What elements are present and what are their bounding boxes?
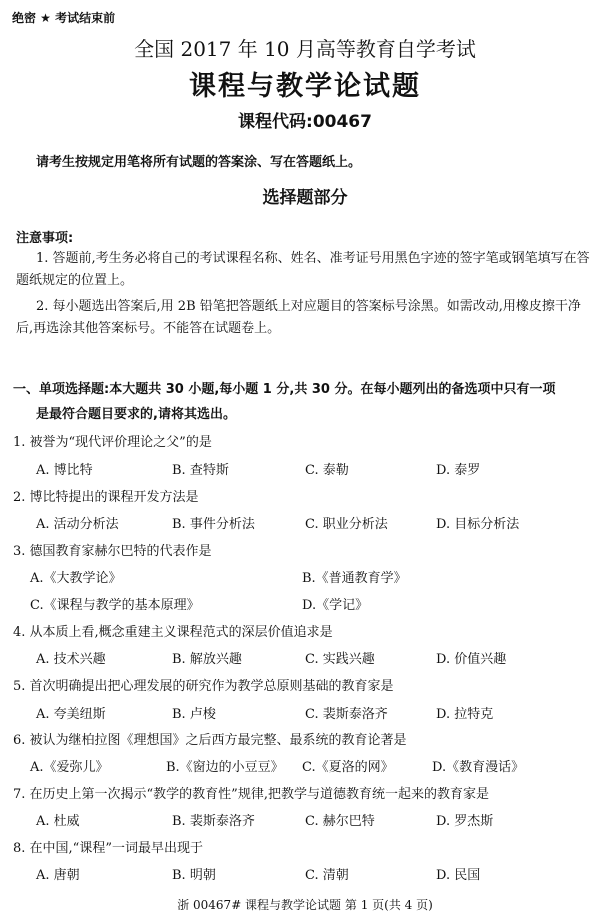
notes-heading: 注意事项:	[16, 231, 74, 246]
question-option: B. 明朝	[172, 868, 216, 883]
note-item-2: 2. 每小题选出答案后,用 2B 铅笔把答题纸上对应题目的答案标号涂黑。如需改动,用橡皮擦干净后,再选涂其他答案标号。不能答在试题卷上。	[16, 299, 581, 336]
question-option: C. 清朝	[305, 868, 349, 883]
question-option: C. 泰勒	[305, 463, 349, 478]
course-code: 课程代码:00467	[238, 112, 372, 132]
question-option: A.《大教学论》	[30, 571, 122, 586]
exam-title: 全国 2017 年 10 月高等教育自学考试	[134, 37, 476, 61]
secrecy-label: 绝密 ★ 考试结束前	[12, 11, 116, 25]
question-stem: 7. 在历史上第一次揭示“教学的教育性”规律,把教学与道德教育统一起来的教育家是	[13, 787, 489, 802]
question-stem: 6. 被认为继柏拉图《理想国》之后西方最完整、最系统的教育论著是	[13, 733, 407, 748]
question-option: C.《夏洛的网》	[302, 760, 394, 775]
question-option: A. 技术兴趣	[36, 652, 106, 667]
question-option: B. 查特斯	[172, 463, 229, 478]
question-option: A. 夸美纽斯	[36, 707, 106, 722]
question-option: B. 事件分析法	[172, 517, 255, 532]
question-option: D.《学记》	[302, 598, 369, 613]
question-option: D. 目标分析法	[436, 517, 520, 532]
part-one-heading: 一、单项选择题:本大题共 30 小题,每小题 1 分,共 30 分。在每小题列出的备选项中只有一项	[13, 382, 556, 397]
question-stem: 5. 首次明确提出把心理发展的研究作为教学总原则基础的教育家是	[13, 679, 394, 694]
question-option: A.《爱弥儿》	[30, 760, 109, 775]
question-stem: 2. 博比特提出的课程开发方法是	[13, 490, 199, 505]
question-option: B. 解放兴趣	[172, 652, 242, 667]
question-option: A. 活动分析法	[36, 517, 119, 532]
question-stem: 8. 在中国,“课程”一词最早出现于	[13, 841, 203, 856]
question-option: B.《窗边的小豆豆》	[166, 760, 284, 775]
question-option: B.《普通教育学》	[302, 571, 407, 586]
note-item-1: 1. 答题前,考生务必将自己的考试课程名称、姓名、准考证号用黑色字迹的签字笔或钢笔填写在答题纸规定的位置上。	[16, 251, 590, 288]
question-option: D. 民国	[436, 868, 481, 883]
section-title: 选择题部分	[262, 188, 348, 208]
question-option: C. 赫尔巴特	[305, 814, 375, 829]
question-option: B. 裴斯泰洛齐	[172, 814, 255, 829]
question-stem: 4. 从本质上看,概念重建主义课程范式的深层价值追求是	[13, 625, 333, 640]
question-option: A. 杜威	[36, 814, 80, 829]
page-footer: 浙 00467# 课程与教学论试题 第 1 页(共 4 页)	[177, 898, 433, 912]
question-option: D. 罗杰斯	[436, 814, 494, 829]
part-one-heading-cont: 是最符合题目要求的,请将其选出。	[36, 407, 236, 422]
question-option: A. 唐朝	[36, 868, 80, 883]
question-option: D. 泰罗	[436, 463, 481, 478]
question-option: C. 实践兴趣	[305, 652, 375, 667]
answer-instruction: 请考生按规定用笔将所有试题的答案涂、写在答题纸上。	[36, 155, 362, 170]
question-option: C.《课程与教学的基本原理》	[30, 598, 200, 613]
question-option: C. 职业分析法	[305, 517, 388, 532]
question-option: C. 裴斯泰洛齐	[305, 707, 388, 722]
question-option: D.《教育漫话》	[432, 760, 525, 775]
question-option: D. 价值兴趣	[436, 652, 507, 667]
question-option: D. 拉特克	[436, 707, 494, 722]
question-stem: 1. 被誉为“现代评价理论之父”的是	[13, 435, 212, 450]
question-option: A. 博比特	[36, 463, 93, 478]
subject-title: 课程与教学论试题	[189, 71, 421, 102]
question-stem: 3. 德国教育家赫尔巴特的代表作是	[13, 544, 212, 559]
question-option: B. 卢梭	[172, 707, 216, 722]
